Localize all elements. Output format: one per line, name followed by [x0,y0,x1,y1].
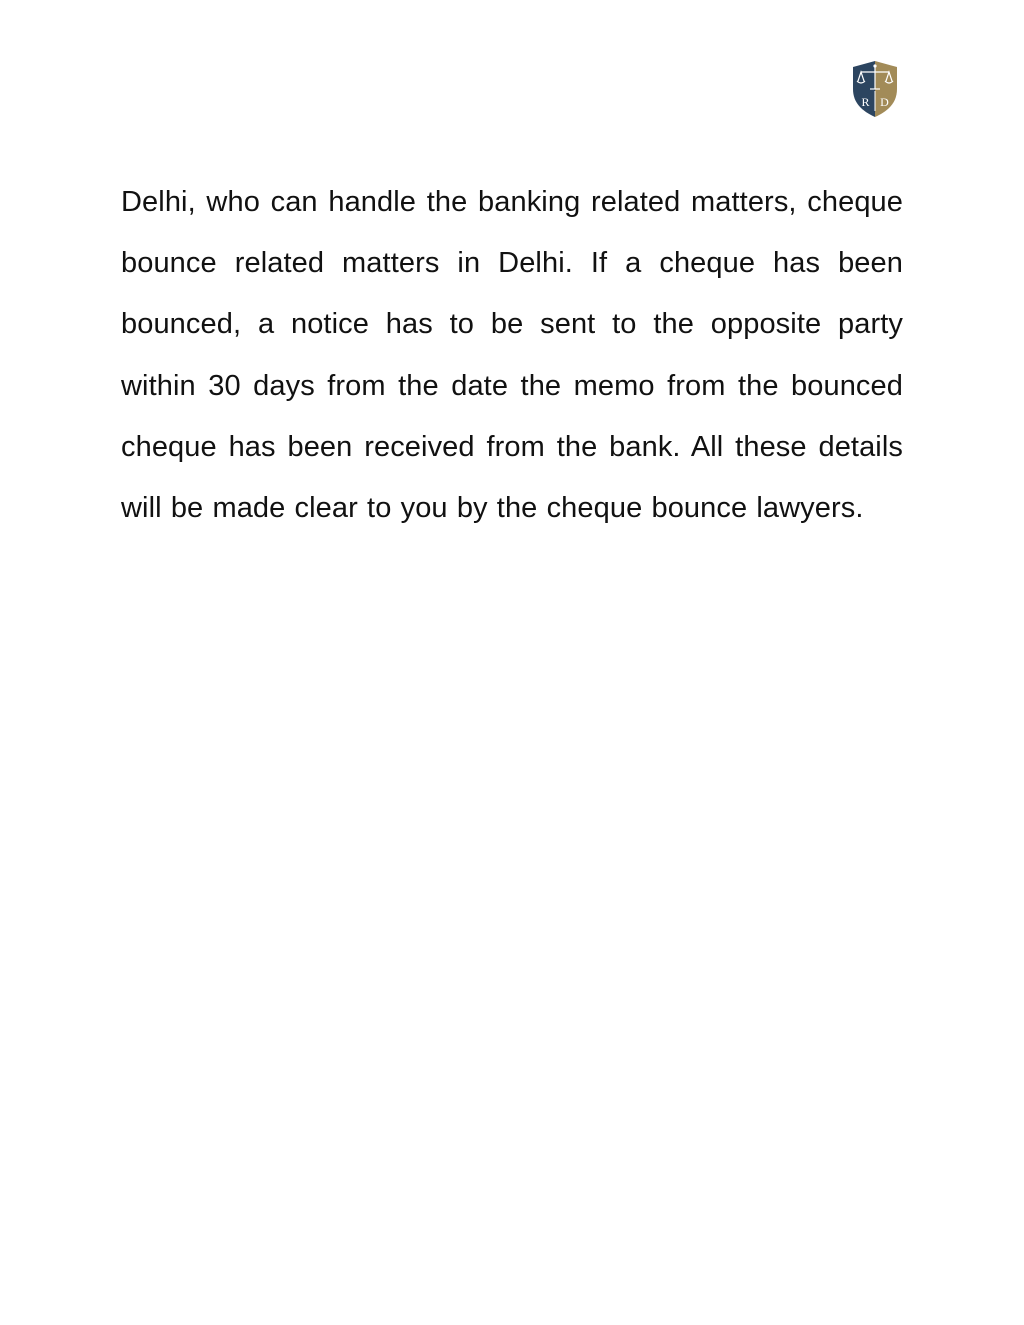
body-paragraph: Delhi, who can handle the banking related matters, cheque bounce related matters in Delhi. If a cheque has been bounced, a notice has to be sent to the opposite party within 30 days from the date the memo from the bounced cheque has been received from the bank. All these details will be made clear to you by the cheque bounce lawyers. [121,186,903,525]
firm-logo [850,59,900,119]
svg-text:D: D [880,95,889,109]
svg-text:R: R [861,95,870,109]
scales-shield-icon [850,59,900,119]
